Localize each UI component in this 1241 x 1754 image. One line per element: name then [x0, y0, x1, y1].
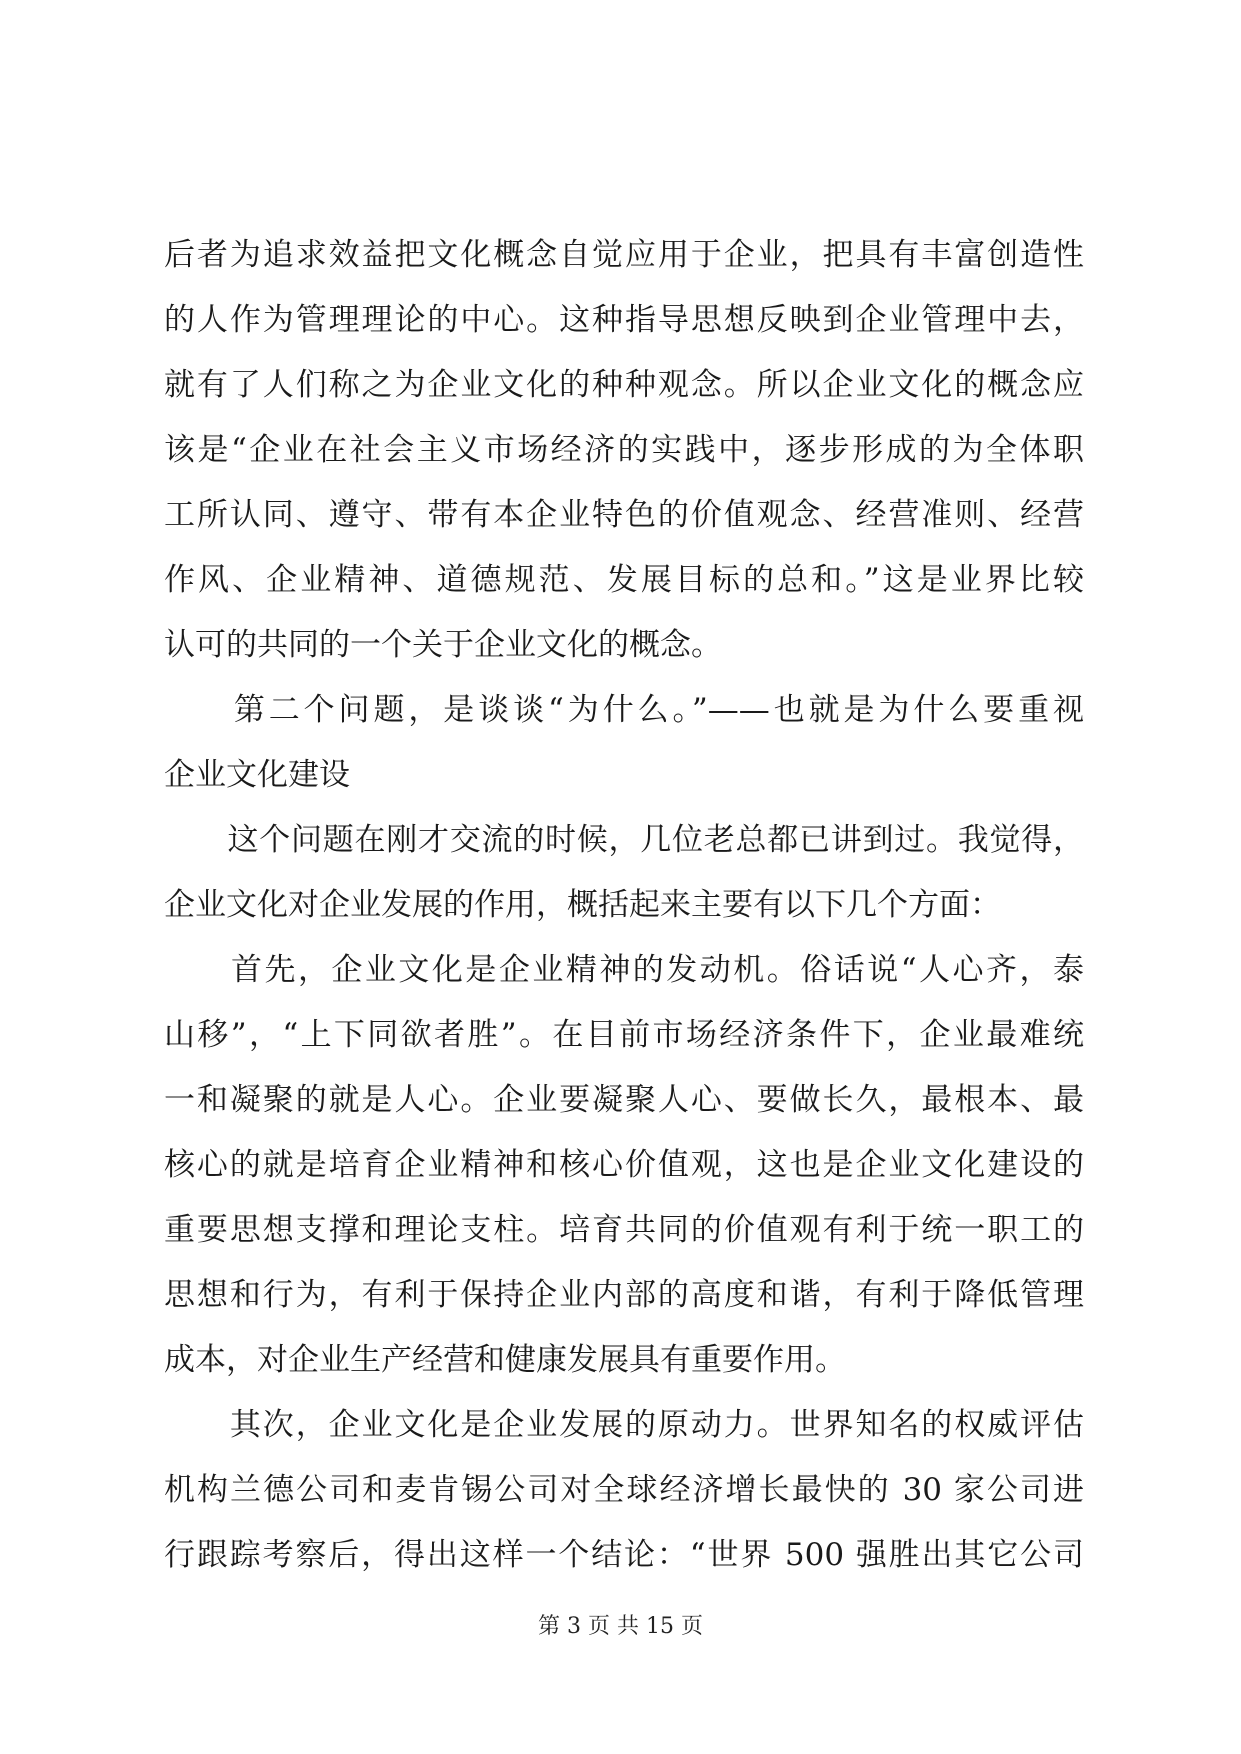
- text-line: 山移”，“上下同欲者胜”。在目前市场经济条件下，企业最难统: [164, 1017, 1084, 1053]
- text-line: 工所认同、遵守、带有本企业特色的价值观念、经营准则、经营: [164, 497, 1084, 533]
- text-line: 第二个问题，是谈谈“为什么。”——也就是为什么要重视: [164, 692, 1084, 728]
- text-line: 其次，企业文化是企业发展的原动力。世界知名的权威评估: [164, 1407, 1084, 1443]
- page-footer: 第 3 页 共 15 页: [538, 1614, 703, 1639]
- text-line: 核心的就是培育企业精神和核心价值观，这也是企业文化建设的: [164, 1147, 1084, 1183]
- text-line: 作风、企业精神、道德规范、发展目标的总和。”这是业界比较: [164, 562, 1084, 598]
- text-line: 该是“企业在社会主义市场经济的实践中，逐步形成的为全体职: [164, 432, 1084, 468]
- text-line: 就有了人们称之为企业文化的种种观念。所以企业文化的概念应: [164, 367, 1084, 403]
- text-line: 思想和行为，有利于保持企业内部的高度和谐，有利于降低管理: [164, 1277, 1084, 1313]
- text-line: 机构兰德公司和麦肯锡公司对全球经济增长最快的 30 家公司进: [164, 1472, 1084, 1508]
- text-line: 这个问题在刚才交流的时候，几位老总都已讲到过。我觉得，: [164, 822, 1084, 858]
- text-line: 认可的共同的一个关于企业文化的概念。: [164, 627, 722, 663]
- text-line: 企业文化建设: [164, 757, 350, 793]
- text-line: 企业文化对企业发展的作用，概括起来主要有以下几个方面：: [164, 887, 1001, 923]
- text-line: 行跟踪考察后，得出这样一个结论：“世界 500 强胜出其它公司: [164, 1537, 1084, 1573]
- document-body: [164, 223, 1084, 1588]
- text-line: 一和凝聚的就是人心。企业要凝聚人心、要做长久，最根本、最: [164, 1082, 1084, 1118]
- text-line: 成本，对企业生产经营和健康发展具有重要作用。: [164, 1342, 846, 1378]
- text-line: 重要思想支撑和理论支柱。培育共同的价值观有利于统一职工的: [164, 1212, 1084, 1248]
- text-line: 首先，企业文化是企业精神的发动机。俗话说“人心齐，泰: [164, 952, 1084, 988]
- text-line: 后者为追求效益把文化概念自觉应用于企业，把具有丰富创造性: [164, 237, 1084, 273]
- text-line: 的人作为管理理论的中心。这种指导思想反映到企业管理中去，: [164, 302, 1084, 338]
